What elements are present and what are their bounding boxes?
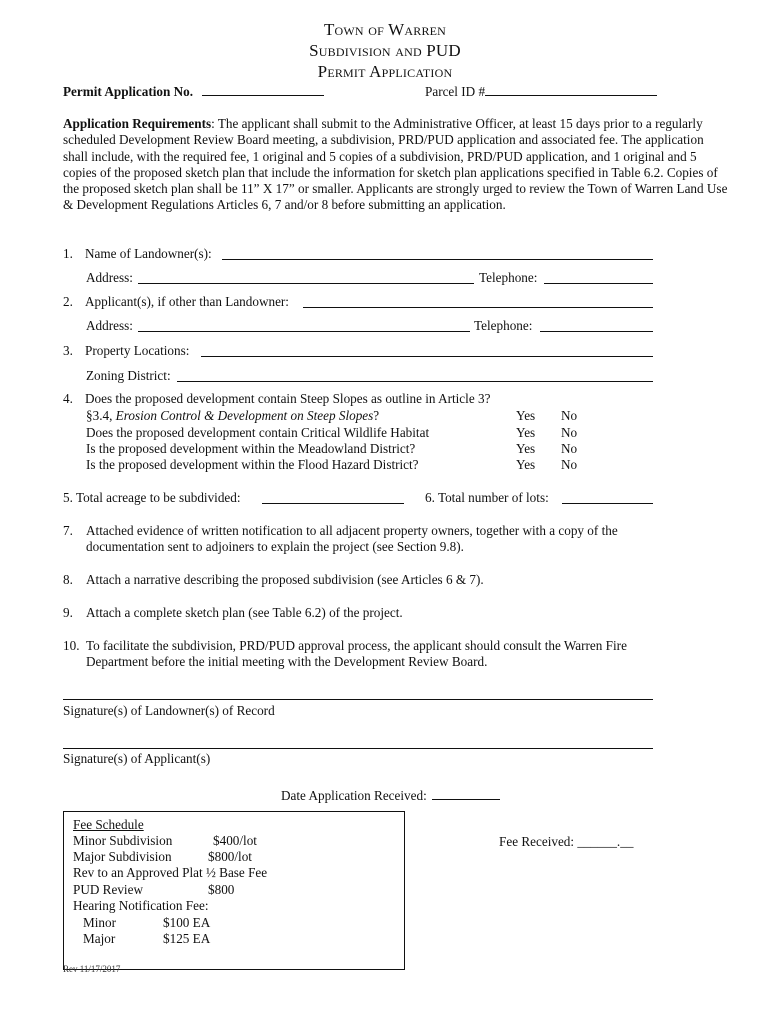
- question-flood-hazard: Is the proposed development within the Flood Hazard District?: [86, 457, 419, 472]
- item-property-location: 3. Property Locations:: [63, 343, 653, 359]
- landowner-address-row: Address: Telephone:: [86, 270, 653, 286]
- item-development-questions: 4. Does the proposed development contain Steep Slopes as outline in Article 3?: [63, 391, 491, 406]
- item-sketch-plan: 9. Attach a complete sketch plan (see Table 6.2) of the project.: [63, 605, 403, 620]
- item-landowner: 1. Name of Landowner(s):: [63, 246, 653, 262]
- question-wildlife-habitat: Does the proposed development contain Critical Wildlife Habitat: [86, 425, 430, 440]
- applicant-signature-line[interactable]: [63, 748, 653, 749]
- yes-option[interactable]: Yes: [516, 441, 536, 456]
- landowner-telephone-field[interactable]: [544, 270, 653, 284]
- item-notification: 7. Attached evidence of written notification to all adjacent property owners, together with a copy of the documentation sent to adjoiners to explain the project (see Section 9.8).: [63, 523, 618, 555]
- yes-option[interactable]: Yes: [516, 457, 536, 472]
- parcel-id-label: Parcel ID #: [425, 82, 657, 100]
- item-fire-department: 10. To facilitate the subdivision, PRD/PUD approval process, the applicant should consult the Warren Fire Department before the initial meeting with the Development Review Board.: [63, 638, 627, 670]
- item-narrative: 8. Attach a narrative describing the proposed subdivision (see Articles 6 & 7).: [63, 572, 484, 587]
- question-meadowland: Is the proposed development within the Meadowland District?: [86, 441, 416, 456]
- date-received-row: Date Application Received:: [281, 786, 500, 804]
- permit-number-field[interactable]: [202, 82, 324, 96]
- title-permit: Permit Application: [317, 62, 453, 81]
- yes-option[interactable]: Yes: [516, 408, 536, 423]
- title-town: Town of Warren: [323, 20, 447, 39]
- fee-schedule-box: Fee Schedule Minor Subdivision $400/lot Major Subdivision $800/lot Rev to an Approved Plat ½ Base Fee PUD Review $800 Hearing Notification Fee: Minor $100 EA Major $125 EA: [63, 811, 405, 970]
- landowner-signature-label: Signature(s) of Landowner(s) of Record: [63, 703, 275, 718]
- landowner-signature-line[interactable]: [63, 699, 653, 700]
- no-option[interactable]: No: [561, 441, 578, 456]
- no-option[interactable]: No: [561, 457, 578, 472]
- requirements-paragraph: Application Requirements: The applicant shall submit to the Administrative Officer, at least 15 days prior to a regularly scheduled Development Review Board meeting, a subdivision, PRD/PUD application and associated fee. The application shall include, with the required fee, 1 original and 5 copies of a subdivision, PRD/PUD application, and 1 original and 5 copies of the proposed sketch plan that include the information for sketch plan applications specified in Table 6.2. Copies of the proposed sketch plan shall be 11” X 17” or smaller. Applicants are strongly urged to review the Town of Warren Land Use & Development Regulations Articles 6, 7 and/or 8 before submitting an application.: [63, 116, 728, 213]
- title-subdivision: Subdivision and PUD: [309, 41, 461, 60]
- acreage-lots-row: 5. Total acreage to be subdivided: 6. Total number of lots:: [63, 490, 653, 506]
- applicant-name-field[interactable]: [303, 294, 653, 308]
- revision-date: Rev 11/17/2017: [63, 964, 121, 974]
- yes-option[interactable]: Yes: [516, 425, 536, 440]
- applicant-telephone-field[interactable]: [540, 318, 653, 332]
- question-steep-slopes: §3.4, Erosion Control & Development on Steep Slopes?: [86, 408, 380, 423]
- zoning-district-row: Zoning District:: [86, 368, 653, 384]
- parcel-id-field[interactable]: [485, 82, 657, 96]
- permit-number-label: Permit Application No.: [63, 82, 324, 100]
- zoning-district-field[interactable]: [177, 368, 653, 382]
- no-option[interactable]: No: [561, 425, 578, 440]
- item-applicant: 2. Applicant(s), if other than Landowner:: [63, 294, 653, 310]
- applicant-signature-label: Signature(s) of Applicant(s): [63, 751, 211, 766]
- property-location-field[interactable]: [201, 343, 653, 357]
- applicant-address-field[interactable]: [138, 318, 470, 332]
- date-received-field[interactable]: [432, 786, 500, 800]
- fee-schedule-heading: Fee Schedule: [73, 817, 144, 832]
- total-lots-field[interactable]: [562, 490, 653, 504]
- landowner-name-field[interactable]: [222, 246, 653, 260]
- total-acreage-field[interactable]: [262, 490, 404, 504]
- no-option[interactable]: No: [561, 408, 578, 423]
- fee-received-row: Fee Received: ______.__: [499, 834, 634, 849]
- applicant-address-row: Address: Telephone:: [86, 318, 653, 334]
- fee-received-field[interactable]: ______.__: [577, 834, 634, 849]
- landowner-address-field[interactable]: [138, 270, 474, 284]
